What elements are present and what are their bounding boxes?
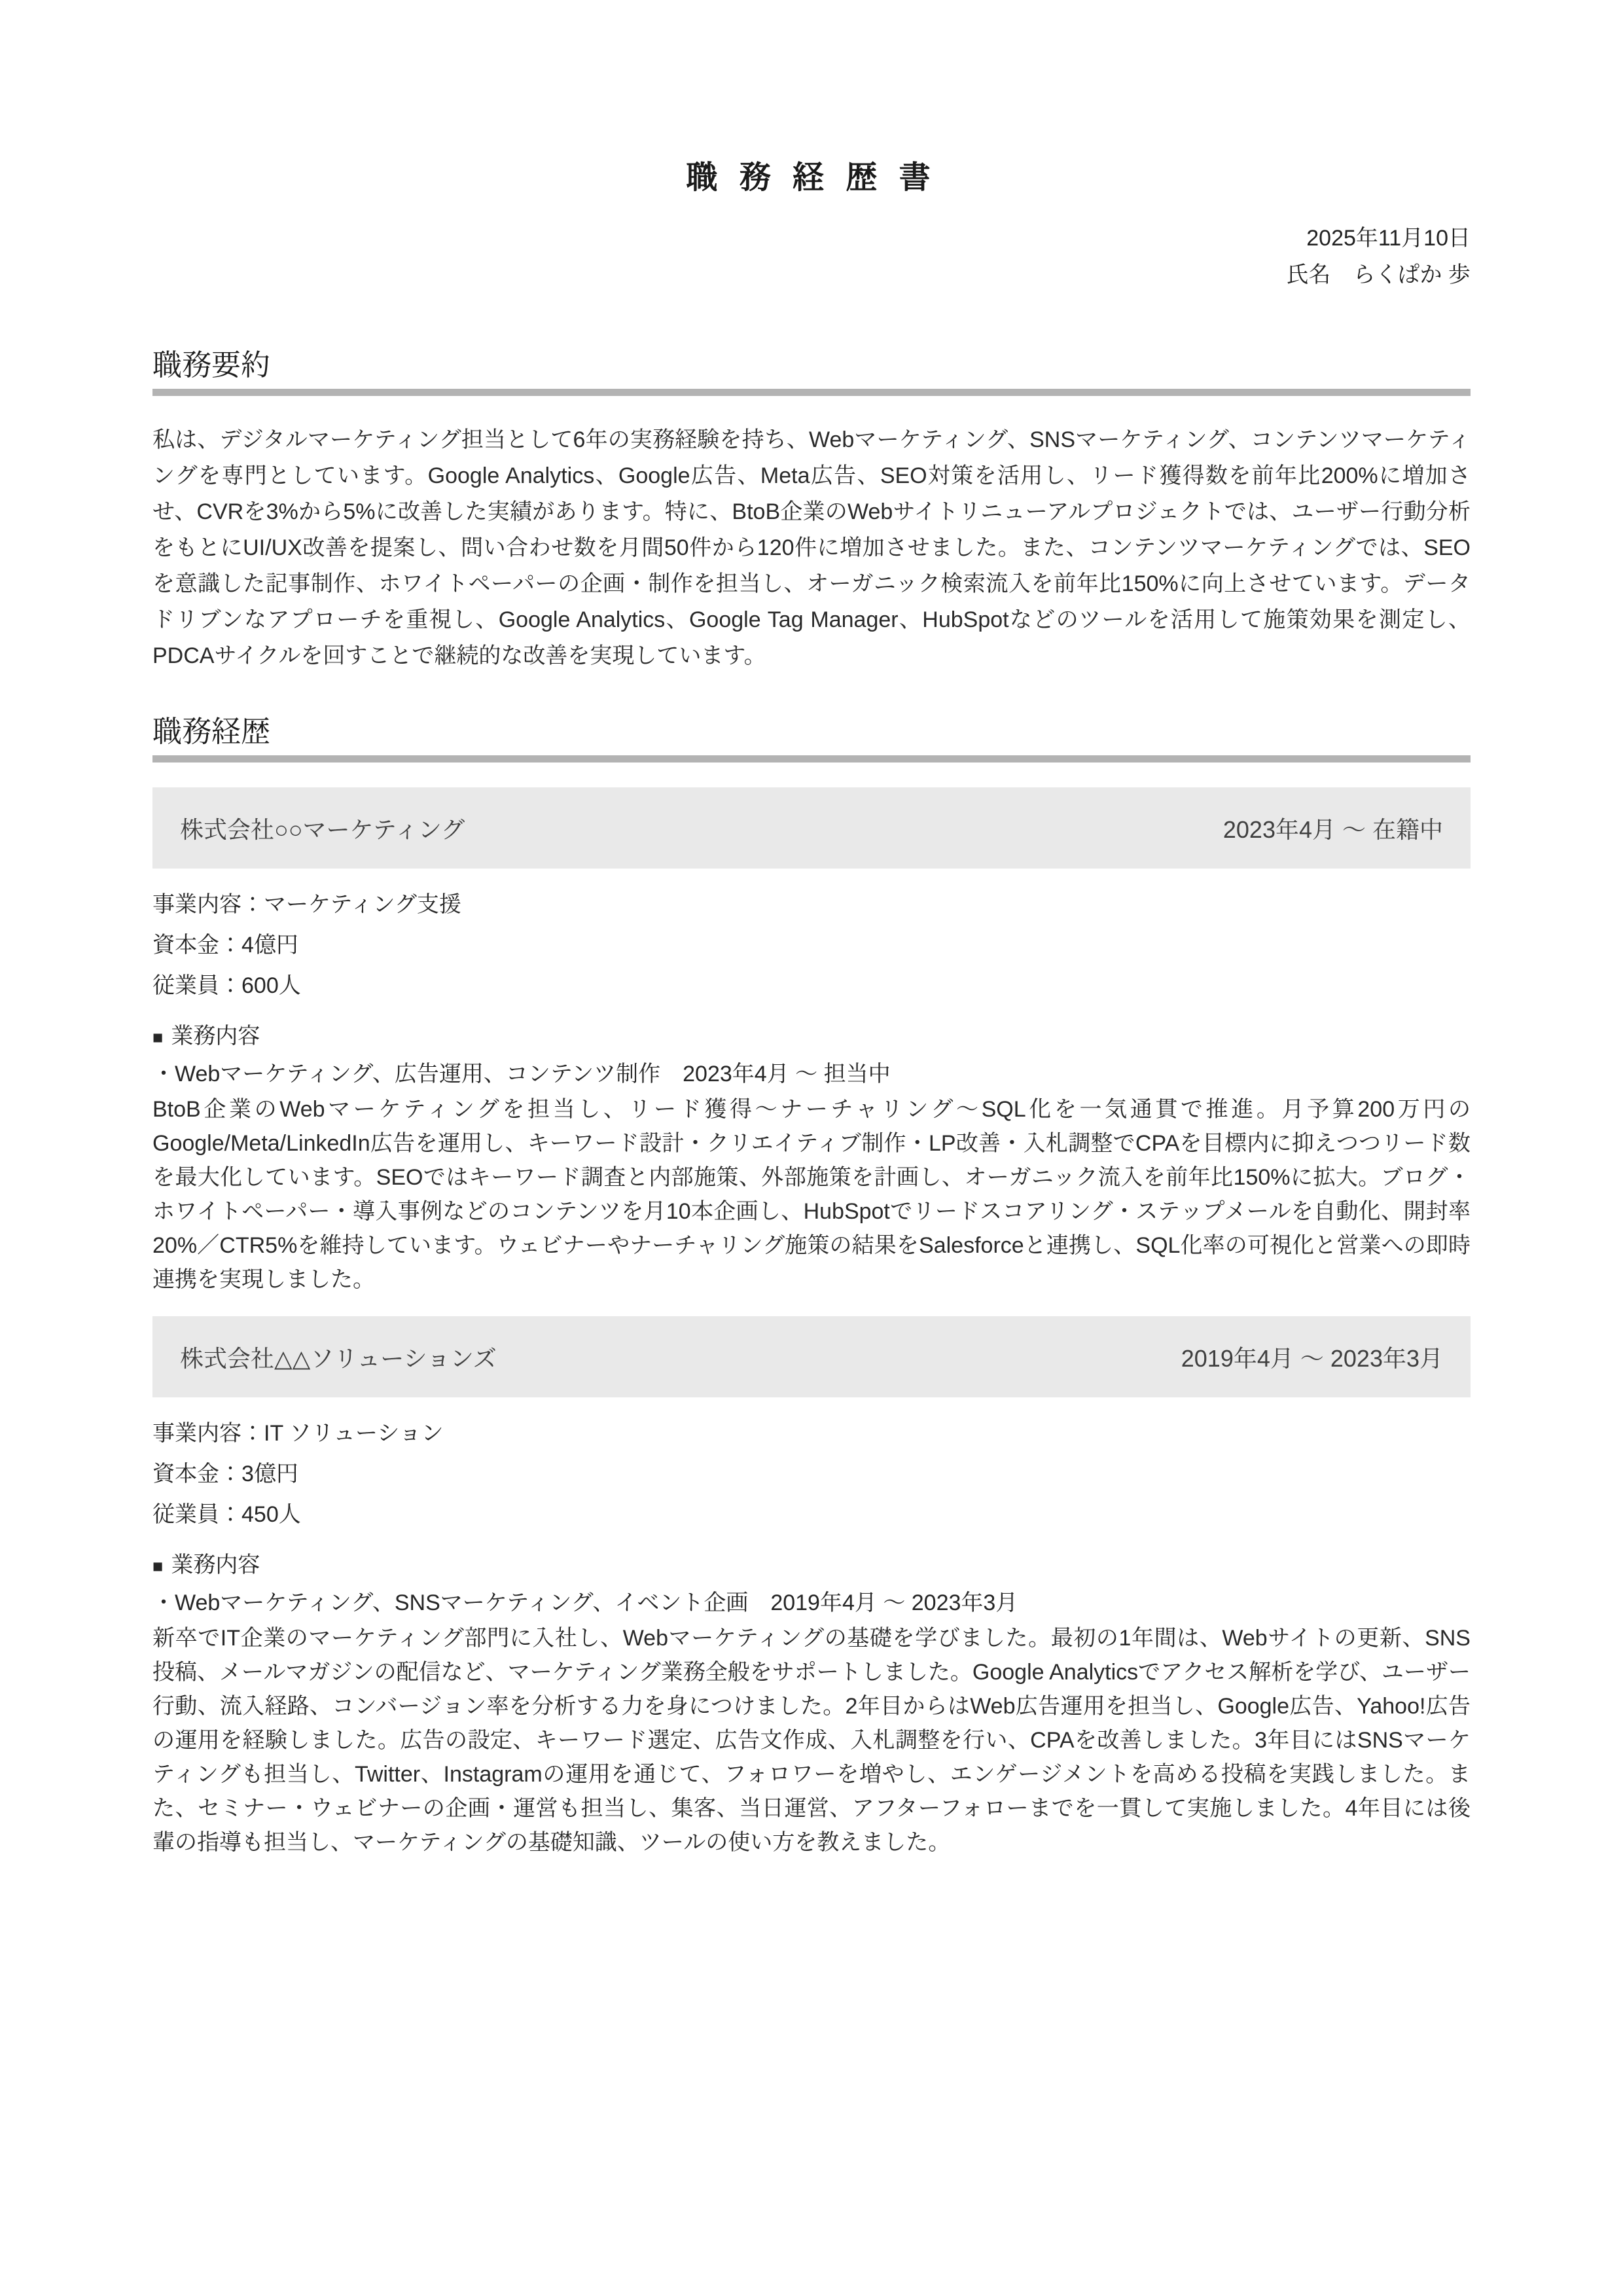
summary-paragraph: 私は、デジタルマーケティング担当として6年の実務経験を持ち、Webマーケティング、SNSマーケティング、コンテンツマーケティングを専門としています。Google Analytics、Google広告、Meta広告、SEO対策を活用し、リード獲得数を前年比200%に増加させ、CVRを3%から5%に改善した実績があります。特に、BtoB企業のWebサイトリニューアルプロジェクトでは、ユーザー行動分析をもとにUI/UX改善を提案し、問い合わせ数を月間50件から120件に増加させました。また、コンテンツマーケティングでは、SEOを意識した記事制作、ホワイトペーパーの企画・制作を担当し、オーガニック検索流入を前年比150%に向上させています。データドリブンなアプローチを重視し、Google Analytics、Google Tag Manager、HubSpotなどのツールを活用して施策効果を測定し、PDCAサイクルを回すことで継続的な改善を実現しています。: [152, 427, 1471, 668]
company-name: 株式会社△△ソリューションズ: [180, 1344, 497, 1372]
company-details: [152, 884, 1471, 1006]
company-header: [152, 1316, 1471, 1397]
company-capital-line: 資本金：3億円: [152, 1462, 298, 1486]
summary-section-heading: 職務要約: [152, 348, 271, 382]
company-business-line: 事業内容：マーケティング支援: [152, 892, 461, 917]
header-meta: [152, 220, 1471, 293]
document-date: 2025年11月10日: [1306, 226, 1471, 251]
company-period: 2019年4月 〜 2023年3月: [1181, 1344, 1443, 1372]
company-description: BtoB企業のWebマーケティングを担当し、リード獲得〜ナーチャリング〜SQL化を一気通貫で推進。月予算200万円のGoogle/Meta/LinkedIn広告を運用し、キーワード設計・クリエイティブ制作・LP改善・入札調整でCPAを目標内に抑えつつリード数を最大化しています。SEOではキーワード調査と内部施策、外部施策を計画し、オーガニック流入を前年比150%に拡大。ブログ・ホワイトペーパー・導入事例などのコンテンツを月10本企画し、HubSpotでリードスコアリング・ステップメールを自動化、開封率20%／CTR5%を維持しています。ウェビナーやナーチャリング施策の結果をSalesforceと連携し、SQL化率の可視化と営業への即時連携を実現しました。: [152, 1097, 1471, 1292]
company-capital-line: 資本金：4億円: [152, 933, 298, 958]
company-details: [152, 1413, 1471, 1535]
duties-heading-label: 業務内容: [171, 1552, 260, 1577]
company-name: 株式会社○○マーケティング: [180, 816, 465, 843]
duties-heading: [152, 1551, 1471, 1581]
duties-heading: [152, 1022, 1471, 1052]
applicant-name: 氏名 らくぱか 歩: [1286, 262, 1471, 287]
company-description: 新卒でIT企業のマーケティング部門に入社し、Webマーケティングの基礎を学びました。最初の1年間は、Webサイトの更新、SNS投稿、メールマガジンの配信など、マーケティング業務全般をサポートしました。Google Analyticsでアクセス解析を学び、ユーザー行動、流入経路、コンバージョン率を分析する力を身につけました。2年目からはWeb広告運用を担当し、Google広告、Yahoo!広告の運用を経験しました。広告の設定、キーワード選定、広告文作成、入札調整を行い、CPAを改善しました。3年目にはSNSマーケティングも担当し、Twitter、Instagramの運用を通じて、フォロワーを増やし、エンゲージメントを高める投稿を実践しました。また、セミナー・ウェビナーの企画・運営も担当し、集客、当日運営、アフターフォローまでを一貫して実施しました。4年目には後輩の指導も担当し、マーケティングの基礎知識、ツールの使い方を教えました。: [152, 1626, 1471, 1855]
summary-heading-divider: [152, 389, 1471, 396]
history-heading-divider: [152, 755, 1471, 762]
duties-heading-label: 業務内容: [171, 1024, 260, 1049]
role-line: ・Webマーケティング、広告運用、コンテンツ制作 2023年4月 〜 担当中: [152, 1062, 891, 1086]
square-bullet-icon: ■: [152, 1556, 164, 1576]
company-employees-line: 従業員：450人: [152, 1502, 301, 1527]
company-header: [152, 787, 1471, 869]
company-employees-line: 従業員：600人: [152, 973, 301, 998]
page-title: 職 務 経 歴 書: [686, 160, 937, 195]
company-business-line: 事業内容：IT ソリューション: [152, 1421, 444, 1446]
role-line: ・Webマーケティング、SNSマーケティング、イベント企画 2019年4月 〜 2023年3月: [152, 1590, 1018, 1615]
content-area: [152, 0, 1471, 1859]
square-bullet-icon: ■: [152, 1028, 164, 1047]
history-section-heading: 職務経歴: [152, 715, 271, 748]
company-period: 2023年4月 〜 在籍中: [1222, 816, 1443, 843]
